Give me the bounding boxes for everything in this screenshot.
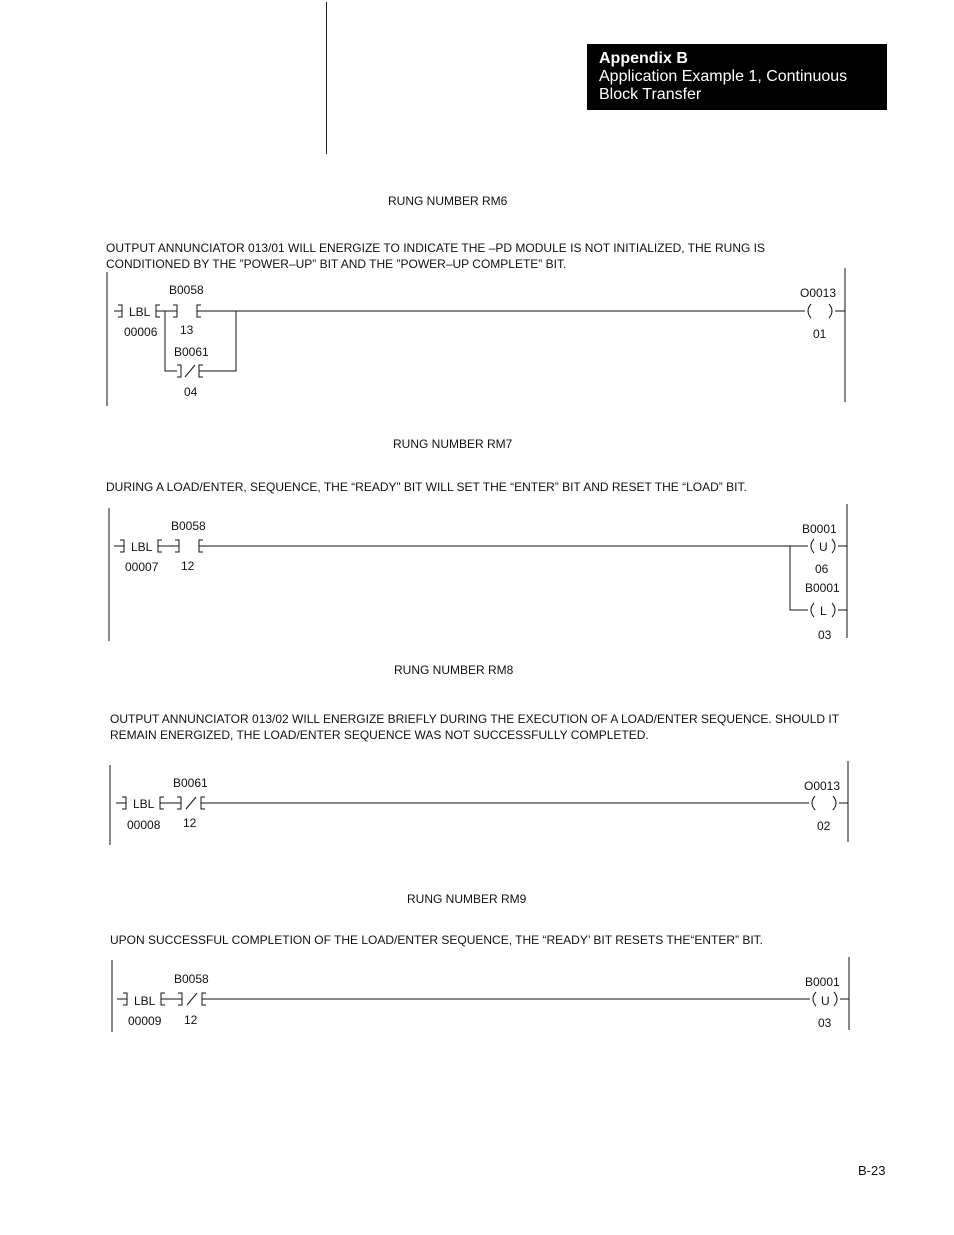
latch-coil-b0001-03[interactable] <box>811 603 847 617</box>
branch-wire-right <box>199 311 236 371</box>
contact-address: B0058 <box>171 519 206 533</box>
coil-address: B0001 <box>805 581 840 595</box>
rung-description-rm8: OUTPUT ANNUNCIATOR 013/02 WILL ENERGIZE BRIEFLY DURING THE EXECUTION OF A LOAD/ENTER SEQUENCE. SHOULD IT REMAIN ENERGIZED, THE LOAD/ENTER SEQUENCE WAS NOT SUCCESSFULLY COMPLETED. <box>110 712 839 742</box>
rung-title-rm8: RUNG NUMBER RM8 <box>394 663 514 677</box>
coil-bit: 06 <box>815 562 829 576</box>
coil-address: O0013 <box>800 286 837 300</box>
xio-contact-b0061-12[interactable] <box>169 797 205 809</box>
rung-title-rm9: RUNG NUMBER RM9 <box>407 892 527 906</box>
page-number: B-23 <box>858 1163 886 1178</box>
coil-address: O0013 <box>804 779 841 793</box>
output-branch-wire <box>790 546 808 610</box>
rung-rm7 <box>109 504 847 641</box>
lbl-number: 00006 <box>124 325 158 339</box>
contact-bit: 12 <box>184 1013 198 1027</box>
unlatch-coil-b0001-03[interactable] <box>791 992 849 1006</box>
rung-description-rm6: OUTPUT ANNUNCIATOR 013/01 WILL ENERGIZE TO INDICATE THE –PD MODULE IS NOT INITIALIZED, THE RUNG IS CONDITIONED BY THE ”POWER–UP” BIT AND THE ”POWER–UP COMPLETE” BIT. <box>106 241 766 271</box>
section-title: Application Example 1, Continuous Block Transfer <box>599 68 848 103</box>
contact-bit: 12 <box>181 559 195 573</box>
coil-bit: 01 <box>813 327 827 341</box>
lbl-number: 00008 <box>127 818 161 832</box>
coil-type: L <box>820 604 827 618</box>
coil-bit: 03 <box>818 628 832 642</box>
rung-title-rm6: RUNG NUMBER RM6 <box>388 194 508 208</box>
xic-contact-b0058-13[interactable] <box>165 305 201 317</box>
lbl-text: LBL <box>131 540 153 554</box>
rung-title-rm7: RUNG NUMBER RM7 <box>393 437 513 451</box>
lbl-text: LBL <box>133 797 155 811</box>
lbl-number: 00009 <box>128 1014 162 1028</box>
appendix-label: Appendix B <box>599 50 688 67</box>
coil-type: U <box>819 540 828 554</box>
coil-address: B0001 <box>805 975 840 989</box>
branch-wire-left <box>165 311 177 371</box>
rung-rm9 <box>112 957 849 1032</box>
coil-bit: 03 <box>818 1016 832 1030</box>
output-coil-o0013-02[interactable] <box>790 796 848 810</box>
rung-rm6 <box>107 268 845 406</box>
contact-bit: 13 <box>180 323 194 337</box>
contact-bit: 12 <box>183 816 197 830</box>
xio-contact-b0061-04[interactable] <box>177 365 203 377</box>
contact-address: B0061 <box>173 776 208 790</box>
rung-rm8 <box>110 761 848 845</box>
coil-address: B0001 <box>802 522 837 536</box>
lbl-text: LBL <box>129 305 151 319</box>
xic-contact-b0058-12[interactable] <box>167 540 203 552</box>
contact-address: B0058 <box>174 972 209 986</box>
contact-bit: 04 <box>184 385 198 399</box>
coil-bit: 02 <box>817 819 831 833</box>
contact-address: B0058 <box>169 283 204 297</box>
output-coil-o0013-01[interactable] <box>787 304 845 318</box>
xio-contact-b0058-12[interactable] <box>170 993 206 1005</box>
rung-description-rm9: UPON SUCCESSFUL COMPLETION OF THE LOAD/ENTER SEQUENCE, THE “READY’ BIT RESETS THE“ENTER” BIT. <box>110 933 763 947</box>
contact-address: B0061 <box>174 345 209 359</box>
lbl-text: LBL <box>134 994 156 1008</box>
lbl-number: 00007 <box>125 560 159 574</box>
coil-type: U <box>821 994 830 1008</box>
rung-description-rm7: DURING A LOAD/ENTER, SEQUENCE, THE “READY” BIT WILL SET THE “ENTER” BIT AND RESET THE “LOAD” BIT. <box>106 480 747 494</box>
